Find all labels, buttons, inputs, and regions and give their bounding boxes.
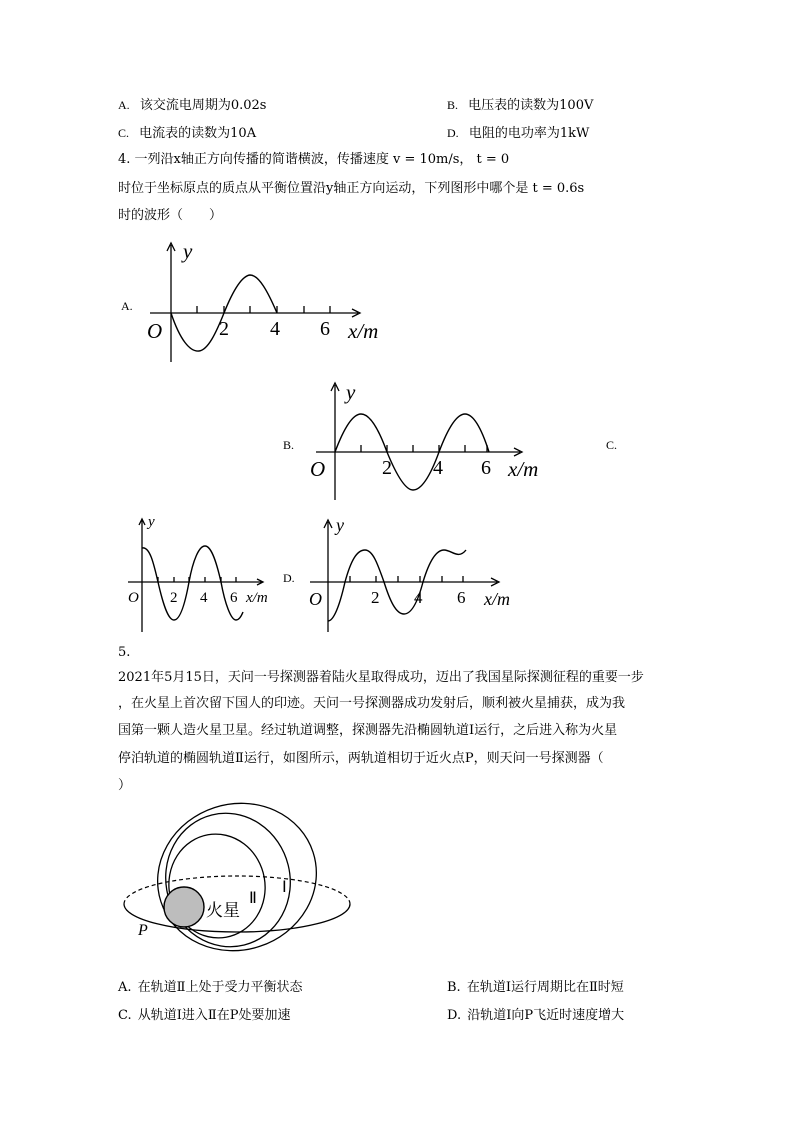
q5-stem-line1: 2021年5月15日，天问一号探测器着陆火星取得成功，迈出了我国星际探测征程的重要一步 (118, 670, 644, 685)
q5-option-a (118, 980, 303, 996)
origin-label: O (147, 319, 163, 343)
option-label: A. (118, 980, 132, 995)
orbit-1-label: Ⅰ (282, 879, 287, 896)
wave-curve (335, 414, 489, 490)
y-axis-arrow (139, 519, 145, 525)
option-text: 电压表的读数为100V (468, 98, 594, 113)
tick-label-2: 2 (219, 318, 229, 340)
x-label: x/m (348, 319, 379, 343)
y-label: y (346, 380, 356, 404)
point-p-label: P (138, 922, 148, 939)
y-axis-arrow (324, 520, 332, 528)
q5-option-b (447, 980, 624, 996)
tick-label-4: 4 (414, 588, 423, 607)
option-label: C. (118, 126, 130, 140)
q5-stem-line3: 国第一颗人造火星卫星。经过轨道调整，探测器先沿椭圆轨道Ⅰ运行，之后进入称为火星 (118, 723, 618, 738)
tick-label-4: 4 (200, 590, 208, 606)
x-axis-arrow (352, 309, 360, 317)
q4-stem-line2: 时位于坐标原点的质点从平衡位置沿y轴正方向运动，下列图形中哪个是 t = 0.6s (118, 181, 585, 196)
q3-option-b (447, 97, 593, 114)
x-ticks (361, 445, 487, 452)
option-label: D. (447, 126, 459, 140)
x-label: x/m (508, 457, 539, 481)
wave-curve (328, 550, 466, 621)
y-axis-arrow (167, 243, 175, 251)
y-axis-arrow (331, 383, 339, 391)
orbit-1 (152, 800, 305, 960)
q3-option-a (118, 97, 266, 114)
x-label: x/m (246, 590, 268, 606)
option-text: 沿轨道Ⅰ向P飞近时速度增大 (467, 1008, 625, 1023)
q5-stem-line2: ，在火星上首次留下国人的印迹。天问一号探测器成功发射后，顺利被火星捕获，成为我 (118, 696, 626, 711)
x-ticks (350, 576, 463, 582)
orbit-2 (161, 826, 274, 945)
q4-option-b-label: B. (283, 438, 295, 452)
wave-curve (142, 546, 243, 620)
q3-option-c (118, 125, 256, 142)
option-text: 电流表的读数为10A (139, 126, 257, 141)
tick-label-6: 6 (320, 318, 330, 340)
q5-stem-line4: 停泊轨道的椭圆轨道Ⅱ运行，如图所示，两轨道相切于近火点P，则天问一号探测器（ (118, 751, 604, 766)
y-label: y (148, 514, 155, 530)
ecliptic-front (124, 904, 350, 932)
option-label: A. (118, 98, 130, 112)
mars-planet (164, 887, 204, 927)
orbit-2-label: Ⅱ (249, 890, 257, 907)
q4-option-c-label: C. (606, 438, 618, 452)
x-axis-arrow (257, 579, 263, 585)
tick-label-4: 4 (433, 457, 443, 479)
x-ticks (197, 306, 330, 313)
tick-label-2: 2 (371, 588, 380, 607)
option-label: D. (447, 1008, 462, 1023)
mars-label: 火星 (206, 901, 240, 920)
tick-label-6: 6 (481, 457, 491, 479)
option-label: B. (447, 98, 459, 112)
q5-option-d (447, 1008, 624, 1024)
tick-label-6: 6 (457, 588, 466, 607)
origin-label: O (310, 457, 326, 481)
q5-stem-line5: ） (118, 778, 132, 793)
option-label: C. (118, 1008, 132, 1023)
x-axis-arrow (514, 448, 522, 456)
ecliptic-back-dashed (124, 876, 350, 904)
q4-stem-line1: 4. 一列沿x轴正方向传播的简谐横波，传播速度 v = 10m/s， t = 0 (118, 152, 510, 167)
option-text: 该交流电周期为0.02s (139, 98, 267, 113)
tick-label-4: 4 (270, 318, 280, 340)
option-label: B. (447, 980, 461, 995)
origin-label: O (128, 590, 139, 606)
y-label: y (336, 515, 344, 535)
x-axis-arrow (491, 578, 499, 586)
origin-label: O (309, 589, 322, 609)
tick-label-6: 6 (230, 590, 238, 606)
tick-label-2: 2 (382, 457, 392, 479)
y-label: y (183, 239, 193, 263)
q5-number: 5. (118, 645, 131, 660)
q5-option-c (118, 1008, 290, 1024)
q3-option-d (447, 125, 589, 142)
option-text: 电阻的电功率为1kW (468, 126, 590, 141)
q4-option-d-label: D. (283, 571, 295, 585)
q4-stem-line3: 时的波形（ ） (118, 208, 223, 223)
x-label: x/m (484, 589, 510, 609)
q4-option-a-label: A. (121, 299, 133, 313)
wave-curve (171, 275, 277, 351)
orbit-outer (138, 783, 335, 971)
option-text: 从轨道Ⅰ进入Ⅱ在P处要加速 (137, 1008, 291, 1023)
option-text: 在轨道Ⅱ上处于受力平衡状态 (137, 980, 303, 995)
x-ticks (158, 577, 236, 582)
option-text: 在轨道Ⅰ运行周期比在Ⅱ时短 (466, 980, 624, 995)
tick-label-2: 2 (170, 590, 178, 606)
